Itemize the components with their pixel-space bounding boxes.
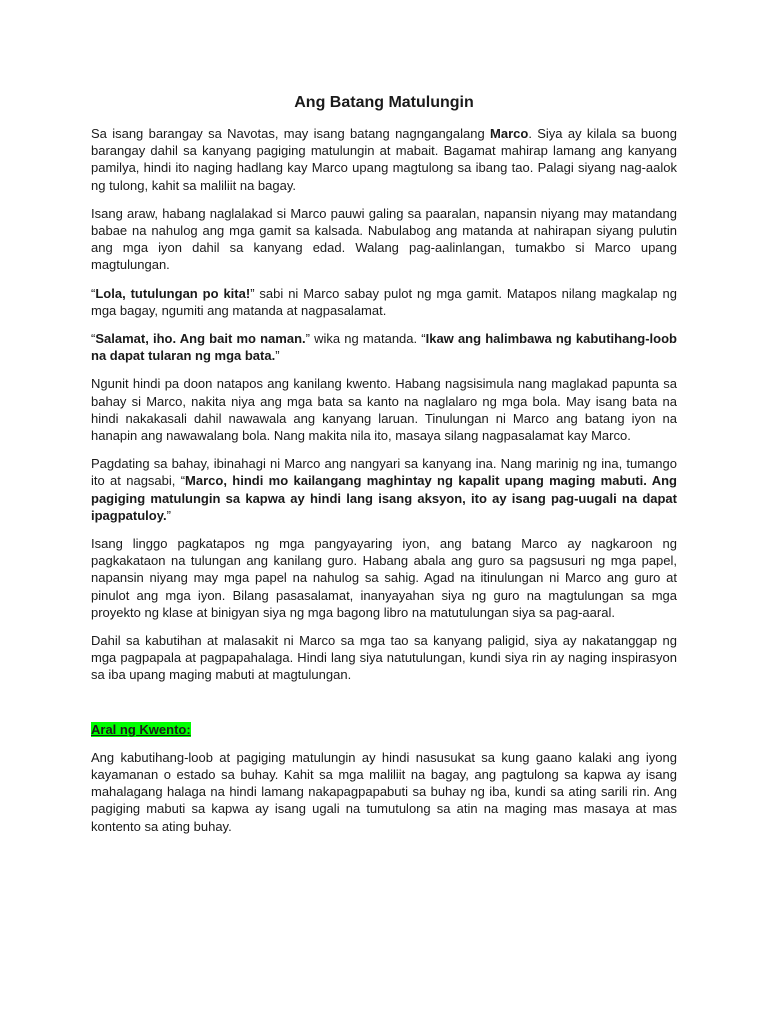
section-spacer (91, 695, 677, 721)
bold-text: Marco, hindi mo kailangang maghintay ng kapalit upang maging mabuti. Ang pagiging matulungin sa kapwa ay hindi lang isang aksyon, ito ay isang pag-uugali na dapat ipagpatuloy. (91, 473, 678, 523)
story-body (91, 125, 677, 684)
lesson-heading (91, 721, 677, 738)
lesson-paragraph: Ang kabutihang-loob at pagiging matulungin ay hindi nasusukat sa kung gaano kalaki ang iyong kayamanan o estado sa buhay. Kahit sa mga maliliit na bagay, ang pagtulong sa kapwa ay isang mahalagang halaga na hindi lamang nakapagpapabuti sa buhay ng iba, kundi sa ating sarili rin. Ang pagiging mabuti sa kapwa ay isang ugali na tumutulong sa atin na maging mas masaya at mas kontento sa ating buhay. (91, 749, 677, 834)
story-paragraph (91, 375, 677, 444)
text-run: Dahil sa kabutihan at malasakit ni Marco sa mga tao sa kanyang paligid, siya ay nakatanggap ng mga pagpapala at pagpapahalaga. Hindi lang siya natutulungan, kundi siya rin ay naging inspirasyon sa iba upang maging mabuti at magtulungan. (91, 633, 677, 683)
text-run: ” sabi ni Marco sabay pulot ng mga gamit. Matapos nilang magkalap ng mga bagay, ngumiti ang matanda at nagpasalamat. (91, 285, 677, 318)
text-run: Ngunit hindi pa doon natapos ang kanilang kwento. Habang nagsisimula nang maglakad papunta sa bahay si Marco, nakita niya ang mga bata sa kanto na naglalaro ng mga bola. May isang bata na hindi nakakasali dahil nawawala ang kanyang laruan. Tinulungan ni Marco ang batang iyon na hanapin ang nawawalang bola. Nang makita nila ito, masaya silang nagpasalamat kay Marco. (91, 376, 677, 444)
story-paragraph (91, 285, 677, 319)
lesson-heading-text: Aral ng Kwento: (91, 721, 191, 737)
text-run: “ (91, 331, 96, 347)
story-paragraph (91, 455, 677, 524)
story-paragraph (91, 205, 677, 274)
text-run: Pagdating sa bahay, ibinahagi ni Marco ang nangyari sa kanyang ina. Nang marinig ng ina, tumango ito at nagsabi, “ (91, 456, 677, 489)
document-title: Ang Batang Matulungin (294, 94, 474, 111)
bold-text: Lola, tutulungan po kita! (95, 285, 251, 301)
story-paragraph (91, 535, 677, 621)
text-run: ” (275, 348, 280, 364)
story-paragraph (91, 125, 677, 194)
bold-text: Marco (490, 126, 529, 141)
bold-text: Salamat, iho. Ang bait mo naman. (95, 331, 306, 347)
text-run: ” wika ng matanda. “ (305, 331, 426, 347)
text-run: Sa isang barangay sa Navotas, may isang batang nagngangalang (91, 126, 491, 141)
text-run: Isang linggo pagkatapos ng mga pangyayaring iyon, ang batang Marco ay nagkaroon ng pagkakataon na tulungan ang kanilang guro. Habang abala ang guro sa pagsusuri ng mga papel, napansin niyang may mga papel na nahulog sa sahig. Agad na itinulungan ni Marco ang guro at pinulot ang mga iyon. Bilang pasasalamat, inanyayahan siya ng guro na magtulungan sa mga proyekto ng klase at binigyan siya ng mga bagong libro na matutulungan siya sa pag-aaral. (91, 536, 677, 620)
story-paragraph (91, 632, 677, 684)
document-page (91, 92, 677, 846)
text-run: “ (91, 285, 96, 301)
text-run: . Siya ay kilala sa buong barangay dahil sa kanyang pagiging matulungin at mabait. Bagamat mahirap lamang ang kanyang pamilya, hindi ito naging hadlang kay Marco upang magtulong sa ibang tao. Palagi siyang nag-aalok ng tulong, kahit sa maliliit na bagay. (91, 126, 677, 193)
bold-text: Ikaw ang halimbawa ng kabutihang-loob na dapat tularan ng mga bata. (91, 331, 677, 364)
text-run: Isang araw, habang naglalakad si Marco pauwi galing sa paaralan, napansin niyang may matandang babae na nahulog ang mga gamit sa kalsada. Nabulabog ang matanda at nahirapan siyang pulutin ang mga iyon dahil sa kanyang edad. Walang pag-aalinlangan, tumakbo si Marco upang magtulungan. (91, 205, 677, 273)
story-paragraph (91, 330, 677, 364)
text-run: ” (166, 507, 171, 523)
